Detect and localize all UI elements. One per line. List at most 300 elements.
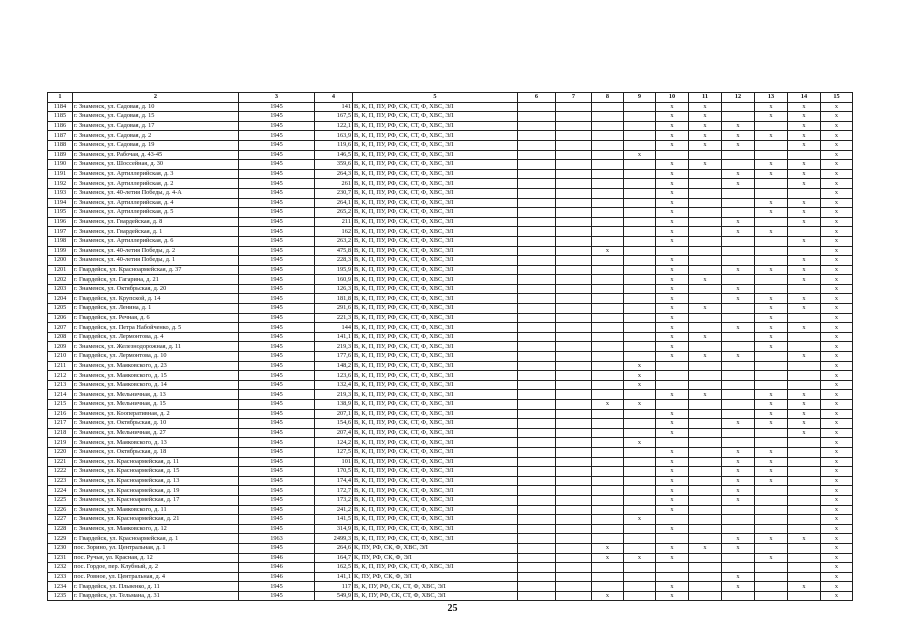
- cell-col-area: 141,1: [315, 332, 353, 342]
- cell-col-12: [722, 198, 755, 208]
- cell-col-area: 117: [315, 582, 353, 592]
- cell-col-12: [722, 102, 755, 112]
- cell-col-15: х: [821, 275, 853, 285]
- cell-col-area: 263,2: [315, 236, 353, 246]
- cell-col-14: [788, 591, 821, 601]
- cell-col-number: 1225: [48, 495, 73, 505]
- table-row: [48, 284, 853, 294]
- cell-col-elements: В, К, П, ПУ, РФ, СК, СТ, Ф, ХВС, ЭЛ: [353, 179, 518, 189]
- cell-col-15: х: [821, 246, 853, 256]
- cell-col-11: [689, 198, 722, 208]
- cell-col-12: х: [722, 476, 755, 486]
- cell-col-number: 1214: [48, 390, 73, 400]
- cell-col-15: х: [821, 457, 853, 467]
- cell-col-8: [592, 572, 624, 582]
- cell-col-10: х: [656, 198, 689, 208]
- table-row: [48, 476, 853, 486]
- cell-col-8: [592, 323, 624, 333]
- cell-col-11: [689, 495, 722, 505]
- table-row: [48, 524, 853, 534]
- cell-col-address: пос. Ручьи, ул. Красная, д. 12: [73, 553, 239, 563]
- cell-col-10: х: [656, 409, 689, 419]
- cell-col-number: 1231: [48, 553, 73, 563]
- cell-col-13: [755, 582, 788, 592]
- cell-col-year: 1945: [239, 380, 315, 390]
- page-number: 25: [447, 603, 458, 614]
- cell-col-9: [624, 284, 656, 294]
- cell-col-area: 122,1: [315, 121, 353, 131]
- cell-col-area: 264,6: [315, 543, 353, 553]
- cell-col-area: 127,5: [315, 447, 353, 457]
- cell-col-11: х: [689, 121, 722, 131]
- cell-col-15: х: [821, 236, 853, 246]
- cell-col-11: [689, 342, 722, 352]
- cell-col-6: [518, 553, 556, 563]
- cell-col-14: х: [788, 217, 821, 227]
- cell-col-7: [556, 467, 592, 477]
- table-row: [48, 467, 853, 477]
- cell-col-12: х: [722, 323, 755, 333]
- cell-col-12: [722, 591, 755, 601]
- cell-col-elements: В, К, П, ПУ, РФ, СК, СТ, Ф, ХВС, ЭЛ: [353, 236, 518, 246]
- cell-col-14: [788, 467, 821, 477]
- cell-col-11: [689, 553, 722, 563]
- cell-col-elements: В, К, П, ПУ, РФ, СК, СТ, Ф, ХВС, ЭЛ: [353, 400, 518, 410]
- cell-col-13: [755, 524, 788, 534]
- cell-col-9: [624, 543, 656, 553]
- cell-col-elements: В, К, П, ПУ, РФ, СК, СТ, Ф, ХВС, ЭЛ: [353, 476, 518, 486]
- cell-col-12: [722, 400, 755, 410]
- table-row: [48, 294, 853, 304]
- table-row: [48, 419, 853, 429]
- cell-col-year: 1945: [239, 505, 315, 515]
- cell-col-7: [556, 179, 592, 189]
- cell-col-7: [556, 342, 592, 352]
- cell-col-area: 126,3: [315, 284, 353, 294]
- cell-col-13: х: [755, 102, 788, 112]
- cell-col-13: х: [755, 304, 788, 314]
- header-col-13: 13: [755, 93, 788, 103]
- cell-col-address: г. Знаменск, ул. Красноармейская, д. 15: [73, 467, 239, 477]
- cell-col-15: х: [821, 284, 853, 294]
- cell-col-elements: В, К, П, ПУ, РФ, СК, СТ, Ф, ХВС, ЭЛ: [353, 169, 518, 179]
- cell-col-13: х: [755, 131, 788, 141]
- cell-col-7: [556, 428, 592, 438]
- cell-col-13: [755, 515, 788, 525]
- table-row: [48, 553, 853, 563]
- cell-col-address: г. Знаменск, ул. Красноармейская, д. 17: [73, 495, 239, 505]
- cell-col-13: [755, 246, 788, 256]
- cell-col-8: [592, 217, 624, 227]
- cell-col-year: 1945: [239, 486, 315, 496]
- cell-col-14: [788, 495, 821, 505]
- cell-col-7: [556, 304, 592, 314]
- cell-col-number: 1201: [48, 265, 73, 275]
- cell-col-10: х: [656, 256, 689, 266]
- cell-col-address: г. Знаменск, ул. 40-летия Победы, д. 1: [73, 256, 239, 266]
- cell-col-13: [755, 438, 788, 448]
- header-col-7: 7: [556, 93, 592, 103]
- cell-col-10: х: [656, 217, 689, 227]
- cell-col-number: 1235: [48, 591, 73, 601]
- cell-col-area: 291,6: [315, 304, 353, 314]
- cell-col-7: [556, 390, 592, 400]
- cell-col-6: [518, 265, 556, 275]
- cell-col-13: х: [755, 208, 788, 218]
- cell-col-14: х: [788, 275, 821, 285]
- cell-col-8: [592, 457, 624, 467]
- cell-col-14: х: [788, 198, 821, 208]
- cell-col-11: [689, 265, 722, 275]
- cell-col-7: [556, 275, 592, 285]
- housing-register-table: [47, 92, 853, 601]
- cell-col-address: г. Знаменск, ул. Маяковского, д. 14: [73, 380, 239, 390]
- cell-col-address: г. Гвардейск, ул. Крупской, д. 14: [73, 294, 239, 304]
- cell-col-elements: В, К, П, ПУ, РФ, СК, СТ, Ф, ХВС, ЭЛ: [353, 265, 518, 275]
- cell-col-10: х: [656, 419, 689, 429]
- cell-col-14: [788, 246, 821, 256]
- cell-col-address: г. Знаменск, ул. Октябрьская, д. 20: [73, 284, 239, 294]
- cell-col-11: х: [689, 332, 722, 342]
- cell-col-12: [722, 236, 755, 246]
- cell-col-7: [556, 131, 592, 141]
- cell-col-12: х: [722, 572, 755, 582]
- header-col-elements: 5: [353, 93, 518, 103]
- cell-col-9: х: [624, 515, 656, 525]
- table-header-row: [48, 93, 853, 103]
- cell-col-address: г. Знаменск, ул. Артиллерийская, д. 3: [73, 169, 239, 179]
- cell-col-8: [592, 438, 624, 448]
- cell-col-12: х: [722, 265, 755, 275]
- cell-col-elements: В, К, П, ПУ, РФ, СК, СТ, Ф, ХВС, ЭЛ: [353, 131, 518, 141]
- cell-col-7: [556, 572, 592, 582]
- cell-col-10: х: [656, 553, 689, 563]
- cell-col-address: г. Знаменск, ул. Гвардейская, д. 8: [73, 217, 239, 227]
- cell-col-area: 148,2: [315, 361, 353, 371]
- cell-col-address: г. Гвардейск, ул. Лермонтова, д. 4: [73, 332, 239, 342]
- cell-col-10: х: [656, 160, 689, 170]
- cell-col-7: [556, 505, 592, 515]
- cell-col-area: 141,5: [315, 515, 353, 525]
- cell-col-6: [518, 313, 556, 323]
- cell-col-area: 123,6: [315, 371, 353, 381]
- cell-col-8: [592, 361, 624, 371]
- cell-col-10: х: [656, 188, 689, 198]
- cell-col-12: х: [722, 227, 755, 237]
- cell-col-address: г. Гвардейск, ул. Ленина, д. 1: [73, 304, 239, 314]
- cell-col-number: 1198: [48, 236, 73, 246]
- cell-col-14: х: [788, 140, 821, 150]
- cell-col-address: г. Гвардейск, ул. Лермонтова, д. 10: [73, 352, 239, 362]
- cell-col-area: 162: [315, 227, 353, 237]
- cell-col-address: г. Гвардейск, ул. Тельмана, д. 31: [73, 591, 239, 601]
- cell-col-6: [518, 467, 556, 477]
- cell-col-address: г. Гвардейск, ул. Петра Набойченко, д. 5: [73, 323, 239, 333]
- cell-col-10: х: [656, 467, 689, 477]
- cell-col-15: х: [821, 304, 853, 314]
- table-row: [48, 505, 853, 515]
- cell-col-15: х: [821, 524, 853, 534]
- cell-col-area: 549,9: [315, 591, 353, 601]
- cell-col-14: [788, 371, 821, 381]
- cell-col-year: 1945: [239, 457, 315, 467]
- cell-col-year: 1945: [239, 419, 315, 429]
- cell-col-area: 265,2: [315, 208, 353, 218]
- cell-col-6: [518, 572, 556, 582]
- table-row: [48, 534, 853, 544]
- cell-col-7: [556, 476, 592, 486]
- cell-col-address: г. Знаменск, ул. Маяковского, д. 11: [73, 505, 239, 515]
- cell-col-6: [518, 457, 556, 467]
- cell-col-7: [556, 524, 592, 534]
- table-row: [48, 515, 853, 525]
- cell-col-number: 1219: [48, 438, 73, 448]
- cell-col-9: [624, 447, 656, 457]
- cell-col-9: [624, 457, 656, 467]
- cell-col-13: х: [755, 227, 788, 237]
- cell-col-12: [722, 390, 755, 400]
- cell-col-12: [722, 188, 755, 198]
- cell-col-14: [788, 342, 821, 352]
- cell-col-number: 1197: [48, 227, 73, 237]
- cell-col-15: х: [821, 265, 853, 275]
- cell-col-9: [624, 467, 656, 477]
- cell-col-11: х: [689, 543, 722, 553]
- table-row: [48, 121, 853, 131]
- cell-col-area: 207,4: [315, 428, 353, 438]
- cell-col-year: 1945: [239, 198, 315, 208]
- cell-col-9: [624, 304, 656, 314]
- cell-col-14: х: [788, 582, 821, 592]
- cell-col-11: [689, 534, 722, 544]
- cell-col-15: х: [821, 361, 853, 371]
- cell-col-elements: В, К, П, ПУ, РФ, СК, СТ, Ф, ХВС, ЭЛ: [353, 361, 518, 371]
- cell-col-area: 207,1: [315, 409, 353, 419]
- cell-col-6: [518, 515, 556, 525]
- cell-col-7: [556, 217, 592, 227]
- cell-col-15: х: [821, 553, 853, 563]
- cell-col-12: х: [722, 457, 755, 467]
- cell-col-11: х: [689, 112, 722, 122]
- cell-col-13: х: [755, 457, 788, 467]
- cell-col-9: [624, 534, 656, 544]
- cell-col-8: [592, 476, 624, 486]
- table-row: [48, 457, 853, 467]
- cell-col-number: 1218: [48, 428, 73, 438]
- cell-col-12: [722, 275, 755, 285]
- cell-col-area: 359,6: [315, 160, 353, 170]
- cell-col-13: [755, 371, 788, 381]
- cell-col-number: 1203: [48, 284, 73, 294]
- cell-col-9: [624, 524, 656, 534]
- cell-col-area: 146,5: [315, 150, 353, 160]
- cell-col-9: [624, 563, 656, 573]
- table-row: [48, 179, 853, 189]
- cell-col-10: х: [656, 342, 689, 352]
- cell-col-13: х: [755, 160, 788, 170]
- cell-col-8: [592, 409, 624, 419]
- cell-col-number: 1232: [48, 563, 73, 573]
- cell-col-14: [788, 447, 821, 457]
- cell-col-15: х: [821, 400, 853, 410]
- cell-col-14: х: [788, 419, 821, 429]
- cell-col-14: [788, 361, 821, 371]
- cell-col-elements: В, К, П, ПУ, РФ, СК, СТ, Ф, ХВС, ЭЛ: [353, 294, 518, 304]
- cell-col-address: г. Знаменск, ул. Маяковского, д. 15: [73, 371, 239, 381]
- cell-col-elements: В, К, П, ПУ, РФ, СК, СТ, Ф, ХВС, ЭЛ: [353, 160, 518, 170]
- cell-col-6: [518, 217, 556, 227]
- cell-col-area: 144: [315, 323, 353, 333]
- cell-col-address: г. Знаменск, ул. Садовая, д. 10: [73, 102, 239, 112]
- cell-col-14: [788, 313, 821, 323]
- cell-col-8: [592, 524, 624, 534]
- cell-col-11: [689, 428, 722, 438]
- cell-col-6: [518, 112, 556, 122]
- cell-col-11: [689, 188, 722, 198]
- table-row: [48, 332, 853, 342]
- cell-col-elements: В, К, П, ПУ, РФ, СК, СТ, Ф, ХВС, ЭЛ: [353, 352, 518, 362]
- cell-col-9: [624, 591, 656, 601]
- cell-col-12: х: [722, 467, 755, 477]
- cell-col-6: [518, 294, 556, 304]
- cell-col-7: [556, 419, 592, 429]
- cell-col-15: х: [821, 131, 853, 141]
- cell-col-11: [689, 380, 722, 390]
- cell-col-9: [624, 256, 656, 266]
- cell-col-13: х: [755, 112, 788, 122]
- cell-col-13: [755, 543, 788, 553]
- cell-col-14: [788, 524, 821, 534]
- cell-col-10: х: [656, 265, 689, 275]
- cell-col-address: г. Знаменск, ул. Артиллерийская, д. 5: [73, 208, 239, 218]
- cell-col-15: х: [821, 179, 853, 189]
- cell-col-13: х: [755, 265, 788, 275]
- cell-col-9: [624, 390, 656, 400]
- cell-col-10: [656, 400, 689, 410]
- cell-col-year: 1945: [239, 284, 315, 294]
- cell-col-year: 1946: [239, 553, 315, 563]
- cell-col-year: 1945: [239, 390, 315, 400]
- cell-col-9: [624, 294, 656, 304]
- cell-col-elements: В, К, П, ПУ, РФ, СК, СТ, Ф, ХВС, ЭЛ: [353, 457, 518, 467]
- cell-col-8: [592, 505, 624, 515]
- cell-col-elements: В, К, П, ПУ, РФ, СК, СТ, Ф, ХВС, ЭЛ: [353, 217, 518, 227]
- cell-col-8: [592, 188, 624, 198]
- cell-col-6: [518, 284, 556, 294]
- cell-col-9: х: [624, 361, 656, 371]
- header-col-11: 11: [689, 93, 722, 103]
- header-col-14: 14: [788, 93, 821, 103]
- cell-col-address: г. Знаменск, ул. Садовая, д. 17: [73, 121, 239, 131]
- cell-col-15: х: [821, 534, 853, 544]
- cell-col-8: [592, 380, 624, 390]
- cell-col-8: [592, 582, 624, 592]
- cell-col-13: [755, 572, 788, 582]
- cell-col-15: х: [821, 390, 853, 400]
- cell-col-number: 1196: [48, 217, 73, 227]
- cell-col-10: х: [656, 591, 689, 601]
- cell-col-10: х: [656, 121, 689, 131]
- cell-col-number: 1230: [48, 543, 73, 553]
- cell-col-elements: В, К, ПУ, РФ, СК, СТ, Ф, ХВС, ЭЛ: [353, 582, 518, 592]
- cell-col-7: [556, 582, 592, 592]
- cell-col-elements: В, К, П, ПУ, РФ, СК, СТ, Ф, ХВС, ЭЛ: [353, 284, 518, 294]
- cell-col-number: 1206: [48, 313, 73, 323]
- cell-col-9: [624, 323, 656, 333]
- cell-col-10: х: [656, 112, 689, 122]
- cell-col-12: [722, 409, 755, 419]
- cell-col-14: [788, 438, 821, 448]
- cell-col-8: [592, 467, 624, 477]
- cell-col-7: [556, 265, 592, 275]
- cell-col-13: х: [755, 198, 788, 208]
- cell-col-13: [755, 256, 788, 266]
- cell-col-area: 167,5: [315, 112, 353, 122]
- cell-col-15: х: [821, 476, 853, 486]
- cell-col-year: 1945: [239, 140, 315, 150]
- header-col-address: 2: [73, 93, 239, 103]
- cell-col-number: 1216: [48, 409, 73, 419]
- cell-col-9: [624, 198, 656, 208]
- cell-col-12: х: [722, 447, 755, 457]
- cell-col-address: г. Знаменск, ул. Садовая, д. 15: [73, 112, 239, 122]
- header-col-number: 1: [48, 93, 73, 103]
- cell-col-address: пос. Зорино, ул. Центральная, д. 1: [73, 543, 239, 553]
- cell-col-7: [556, 256, 592, 266]
- cell-col-7: [556, 400, 592, 410]
- cell-col-area: 195,9: [315, 265, 353, 275]
- table-row: [48, 352, 853, 362]
- cell-col-10: х: [656, 227, 689, 237]
- cell-col-address: г. Знаменск, ул. Мельничная, д. 13: [73, 390, 239, 400]
- cell-col-10: х: [656, 140, 689, 150]
- cell-col-7: [556, 486, 592, 496]
- cell-col-number: 1209: [48, 342, 73, 352]
- table-row: [48, 256, 853, 266]
- cell-col-14: х: [788, 265, 821, 275]
- cell-col-7: [556, 294, 592, 304]
- cell-col-year: 1945: [239, 342, 315, 352]
- cell-col-6: [518, 495, 556, 505]
- cell-col-9: [624, 313, 656, 323]
- cell-col-15: х: [821, 208, 853, 218]
- cell-col-7: [556, 102, 592, 112]
- table-row: [48, 217, 853, 227]
- cell-col-10: х: [656, 447, 689, 457]
- cell-col-9: [624, 246, 656, 256]
- cell-col-12: [722, 361, 755, 371]
- cell-col-elements: В, К, П, ПУ, РФ, СК, СТ, Ф, ХВС, ЭЛ: [353, 102, 518, 112]
- cell-col-10: х: [656, 236, 689, 246]
- table-row: [48, 495, 853, 505]
- cell-col-12: х: [722, 495, 755, 505]
- header-col-6: 6: [518, 93, 556, 103]
- cell-col-13: х: [755, 409, 788, 419]
- table-row: [48, 265, 853, 275]
- cell-col-7: [556, 150, 592, 160]
- cell-col-14: х: [788, 131, 821, 141]
- cell-col-13: [755, 361, 788, 371]
- cell-col-12: х: [722, 294, 755, 304]
- cell-col-13: [755, 275, 788, 285]
- cell-col-11: [689, 323, 722, 333]
- cell-col-11: [689, 284, 722, 294]
- cell-col-11: [689, 505, 722, 515]
- cell-col-7: [556, 563, 592, 573]
- cell-col-number: 1184: [48, 102, 73, 112]
- cell-col-address: г. Знаменск, ул. 40-летия Победы, д. 4-А: [73, 188, 239, 198]
- cell-col-year: 1945: [239, 467, 315, 477]
